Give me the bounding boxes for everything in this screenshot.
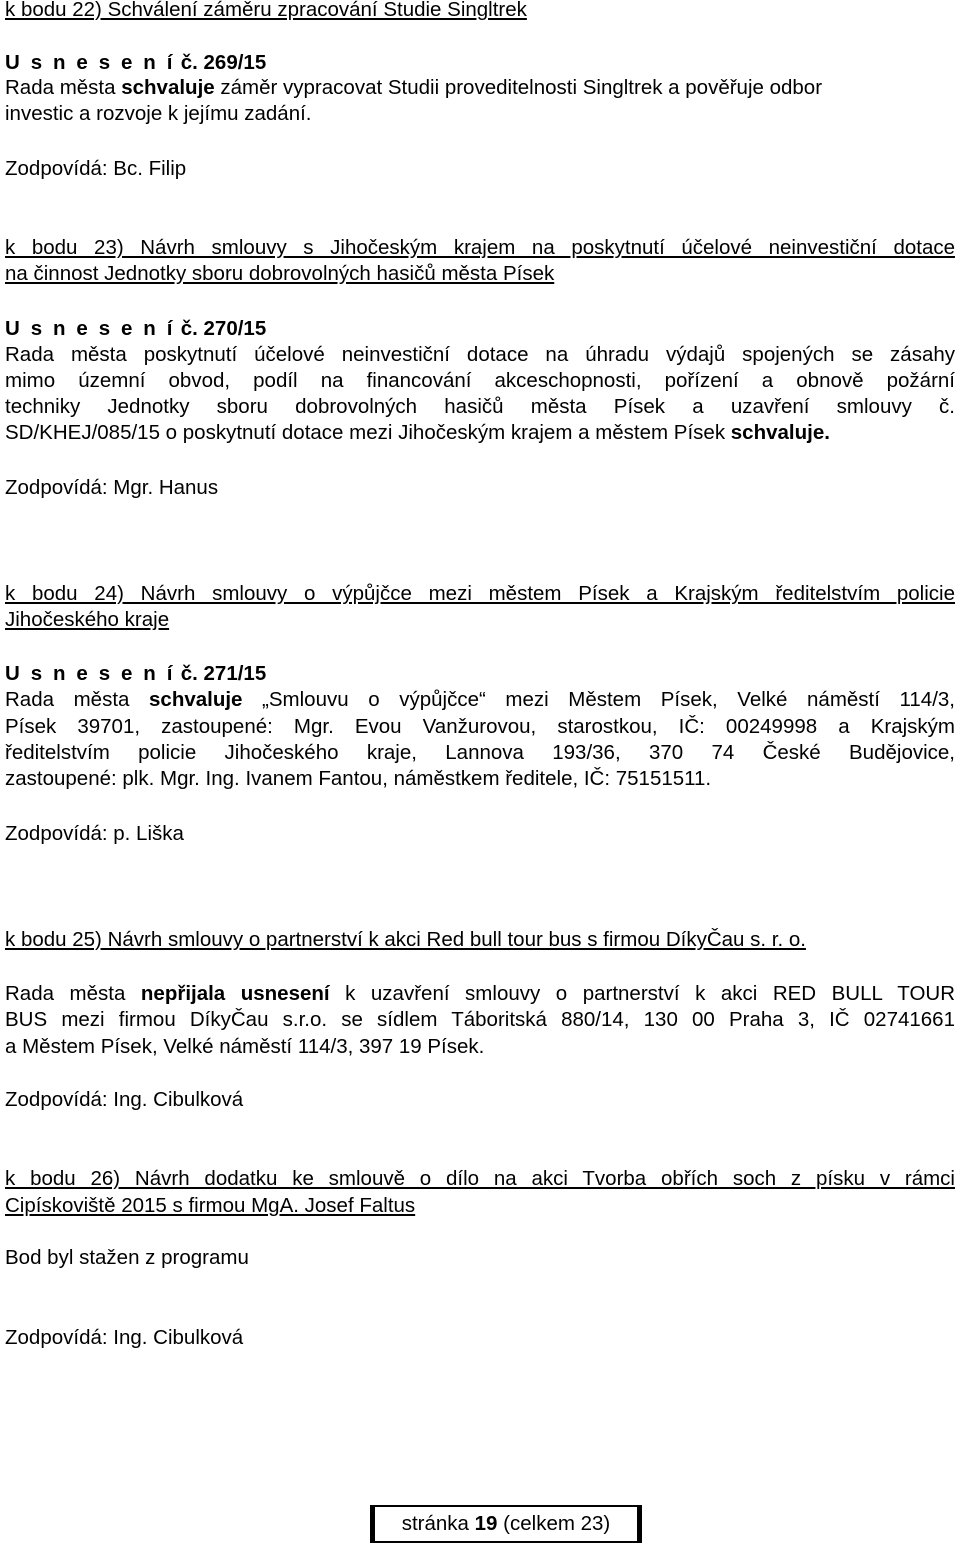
resolution-number: č. 269/15: [180, 51, 267, 74]
item-22-heading: k bodu 22) Schválení záměru zpracování Studie Singltrek: [5, 0, 527, 21]
resolution-270-header: [5, 317, 266, 341]
text-bold-part: schvaluje: [121, 76, 215, 99]
text-bold-part: schvaluje.: [730, 421, 830, 444]
resolution-271-text-line: ředitelstvím policie Jihočeského kraje, Lannova 193/36, 370 74 České Budějovice,: [5, 741, 955, 764]
footer-page-number: 19: [474, 1512, 498, 1535]
item-25-text-line: a Městem Písek, Velké náměstí 114/3, 397 19 Písek.: [5, 1035, 485, 1058]
text-bold-part: nepřijala usnesení: [140, 982, 330, 1005]
resolution-271-text-line: Písek 39701, zastoupené: Mgr. Evou Vanžurovou, starostkou, IČ: 00249998 a Krajským: [5, 715, 955, 738]
resolution-271-text-line: zastoupené: plk. Mgr. Ing. Ivanem Fantou, náměstkem ředitele, IČ: 75151511.: [5, 767, 712, 790]
text-part: SD/KHEJ/085/15 o poskytnutí dotace mezi Jihočeským krajem a městem Písek: [5, 421, 731, 444]
page-footer: [370, 1505, 642, 1543]
item-25-text-line: BUS mezi firmou DíkyČau s.r.o. se sídlem Táboritská 880/14, 130 00 Praha 3, IČ 02741661: [5, 1008, 955, 1031]
item-23-heading-cont: na činnost Jednotky sboru dobrovolných hasičů města Písek: [5, 262, 555, 285]
item-26-text: Bod byl stažen z programu: [5, 1246, 249, 1269]
item-26-heading: k bodu 26) Návrh dodatku ke smlouvě o dílo na akci Tvorba obřích soch z písku v rámci: [5, 1167, 955, 1190]
resolution-270-text-line: Rada města poskytnutí účelové neinvestiční dotace na úhradu výdajů spojených se zásahy: [5, 343, 955, 366]
resolution-269-text-line: [5, 76, 822, 100]
item-24-heading: k bodu 24) Návrh smlouvy o výpůjčce mezi městem Písek a Krajským ředitelstvím policie: [5, 582, 955, 605]
resolution-270-text-line: mimo územní obvod, podíl na financování akceschopnosti, pořízení a obnově požární: [5, 369, 955, 392]
resolution-label: U s n e s e n í: [5, 662, 176, 685]
resolution-number: č. 271/15: [180, 662, 267, 685]
footer-prefix: stránka: [401, 1512, 475, 1535]
text-part: Rada města: [5, 76, 122, 99]
text-part: „Smlouvu o výpůjčce“ mezi Městem Písek, Velké náměstí 114/3,: [242, 688, 955, 711]
responsible-person: Zodpovídá: p. Liška: [5, 822, 184, 845]
resolution-271-text-line: [5, 688, 955, 712]
text-part: k uzavření smlouvy o partnerství k akci RED BULL TOUR: [329, 982, 956, 1005]
resolution-270-text-line: [5, 421, 830, 445]
footer-total: (celkem 23): [497, 1512, 611, 1535]
responsible-person: Zodpovídá: Ing. Cibulková: [5, 1088, 244, 1111]
resolution-271-header: [5, 662, 266, 686]
resolution-number: č. 270/15: [180, 317, 267, 340]
resolution-270-text-line: techniky Jednotky sboru dobrovolných hasičů města Písek a uzavření smlouvy č.: [5, 395, 955, 418]
responsible-person: Zodpovídá: Bc. Filip: [5, 157, 187, 180]
text-part: Rada města: [5, 982, 141, 1005]
text-part: záměr vypracovat Studii proveditelnosti Singltrek a pověřuje odbor: [214, 76, 823, 99]
resolution-269-header: [5, 51, 266, 75]
item-23-heading: k bodu 23) Návrh smlouvy s Jihočeským krajem na poskytnutí účelové neinvestiční dotace: [5, 236, 955, 259]
item-26-heading-cont: Cipískoviště 2015 s firmou MgA. Josef Faltus: [5, 1194, 416, 1217]
item-24-heading-cont: Jihočeského kraje: [5, 608, 170, 631]
resolution-label: U s n e s e n í: [5, 317, 176, 340]
resolution-269-text-line: investic a rozvoje k jejímu zadání.: [5, 102, 312, 125]
responsible-person: Zodpovídá: Mgr. Hanus: [5, 476, 219, 499]
item-25-text-line: [5, 982, 955, 1006]
responsible-person: Zodpovídá: Ing. Cibulková: [5, 1326, 244, 1349]
text-bold-part: schvaluje: [149, 688, 243, 711]
resolution-label: U s n e s e n í: [5, 51, 176, 74]
text-part: Rada města: [5, 688, 150, 711]
item-25-heading: k bodu 25) Návrh smlouvy o partnerství k akci Red bull tour bus s firmou DíkyČau s. r. o.: [5, 928, 806, 951]
